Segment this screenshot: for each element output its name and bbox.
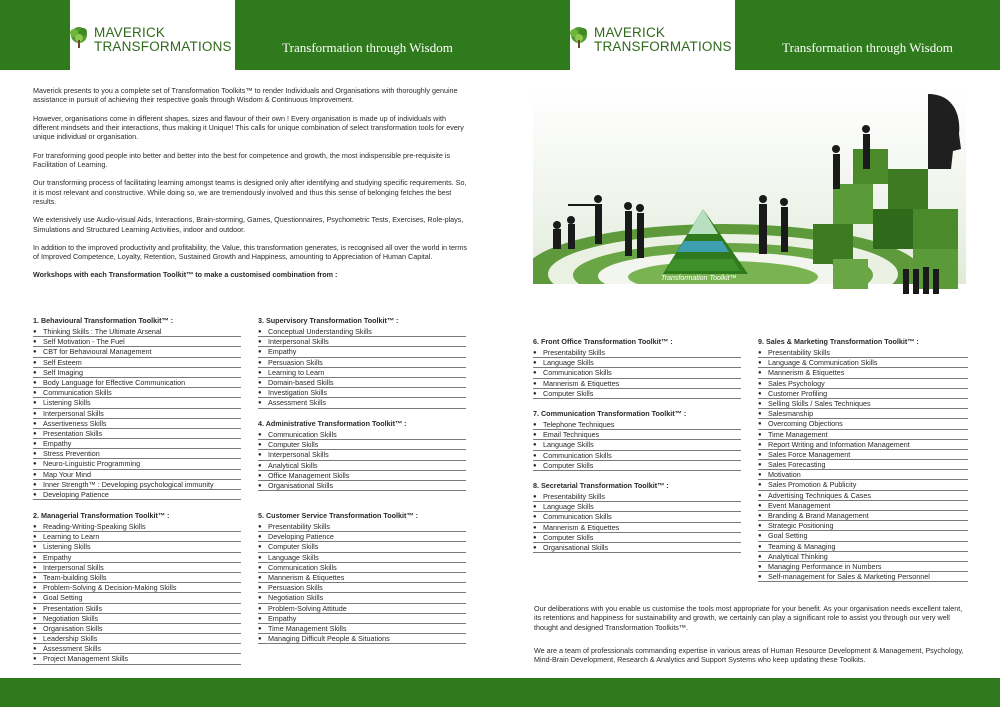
toolkit-item: ● Communication Skills [533,368,741,378]
toolkit-item: ● Time Management [758,430,968,440]
pyramid-label: Transformation Toolkit™ [661,275,737,282]
toolkit-item: ● Persuasion Skills [258,583,466,593]
toolkit-title: 1. Behavioural Transformation Toolkit™ : [33,316,174,325]
tagline: Transformation through Wisdom [782,40,953,55]
toolkit-item: ● Learning to Learn [33,532,241,542]
toolkit-item: ● Managing Difficult People & Situations [258,634,466,644]
toolkit-item: ● Developing Patience [258,532,466,542]
toolkit-item: ● Negotiation Skills [33,614,241,624]
toolkit-title: 3. Supervisory Transformation Toolkit™ : [258,316,399,325]
intro-paragraph: Maverick presents to you a complete set of Transformation Toolkits™ to render Individuals and Organisations with thoroughly genuine assistance in pursuit of achieving their respective goals through Wisdom & Continuous Improvement. [33,86,458,105]
toolkit-item: ● Empathy [33,439,241,449]
toolkit-item: ● Developing Patience [33,490,241,500]
intro-paragraph: Our transforming process of facilitating learning amongst teams is designed only after identifying and studying specific requirements. So, it is most relevant and constructive. While doing so, we are tremendously involved and thus this sense of belonging fetches the best results. [33,178,467,207]
toolkit-item: ● Neuro-Linguistic Programming [33,459,241,469]
toolkit-item: ● Persuasion Skills [258,358,466,368]
toolkit-item: ● Goal Setting [758,531,968,541]
toolkit-item: ● Report Writing and Information Management [758,440,968,450]
header-green-strip [500,0,570,70]
toolkit-item: ● Self Esteem [33,358,241,368]
toolkit-item: ● Presentability Skills [533,348,741,358]
toolkit-item: ● Project Management Skills [33,654,241,664]
toolkit-item: ● Body Language for Effective Communication [33,378,241,388]
toolkit-item: ● Communication Skills [33,388,241,398]
toolkit-item: ● Goal Setting [33,593,241,603]
toolkit-item: ● Mannerism & Etiquettes [258,573,466,583]
header-green-band [735,0,1000,70]
toolkit-item: ● Overcoming Objections [758,419,968,429]
header-left [0,0,500,70]
toolkit-item: ● Computer Skills [533,533,741,543]
toolkit-item: ● Branding & Brand Management [758,511,968,521]
toolkit-item: ● Advertising Techniques & Cases [758,491,968,501]
brand-name [594,26,732,54]
toolkit-title: 6. Front Office Transformation Toolkit™ : [533,337,673,346]
toolkit-item: ● Office Management Skills [258,471,466,481]
toolkit-item: ● Presentability Skills [758,348,968,358]
toolkit-item: ● Strategic Positioning [758,521,968,531]
footer-band [0,678,1000,707]
toolkit-item: ● Computer Skills [533,389,741,399]
toolkit-item: ● Presentation Skills [33,429,241,439]
intro-text [33,86,467,280]
brand-line1: MAVERICK [594,25,666,40]
toolkit-item: ● Mannerism & Etiquettes [533,523,741,533]
toolkit-item: ● Self Motivation - The Fuel [33,337,241,347]
toolkit-item: ● Language Skills [533,502,741,512]
toolkit-item: ● Teaming & Managing [758,542,968,552]
toolkit-item: ● Analytical Skills [258,461,466,471]
toolkit-item: ● Sales Promotion & Publicity [758,480,968,490]
intro-paragraph: However, organisations come in different shapes, sizes and flavour of their own ! Every organisation is made up of individuals with different mindsets and their interactions, thus making it Unique! This calls for unique combination of select transformation tools for every unique individual or organisation. [33,113,464,142]
toolkit-item: ● Language Skills [533,358,741,368]
toolkit-item: ● Customer Profiling [758,389,968,399]
brand-line1: MAVERICK [94,25,166,40]
toolkit-managerial [33,510,241,665]
toolkit-title: 9. Sales & Marketing Transformation Toolkit™ : [758,337,919,346]
toolkit-item: ● Organisational Skills [258,481,466,491]
toolkit-item: ● Leadership Skills [33,634,241,644]
toolkit-item: ● Listening Skills [33,542,241,552]
toolkit-item: ● Empathy [33,553,241,563]
toolkit-item: ● Presentation Skills [33,604,241,614]
toolkit-title: 7. Communication Transformation Toolkit™ : [533,409,687,418]
toolkit-front-office [533,336,741,399]
intro-paragraph: In addition to the improved productivity and profitability, the Value, this transformation generates, is recognised all over the world in terms of Improved Competence, Loyalty, Retention, Sustained Growth and Happiness, amounting to Appreciation of Human Capital. [33,242,467,262]
toolkit-item: ● Managing Performance in Numbers [758,562,968,572]
toolkit-item: ● CBT for Behavioural Management [33,347,241,357]
toolkit-item: ● Assertiveness Skills [33,419,241,429]
toolkit-item: ● Stress Prevention [33,449,241,459]
toolkit-item: ● Team-building Skills [33,573,241,583]
toolkit-item: ● Telephone Techniques [533,420,741,430]
toolkit-item: ● Communication Skills [533,451,741,461]
toolkit-item: ● Empathy [258,614,466,624]
toolkit-item: ● Organisational Skills [533,543,741,553]
toolkit-item: ● Mannerism & Etiquettes [758,368,968,378]
toolkit-item: ● Computer Skills [258,542,466,552]
toolkit-item: ● Sales Forecasting [758,460,968,470]
header-green-band [235,0,500,70]
toolkit-item: ● Negotiation Skills [258,593,466,603]
closing-paragraph-1: Our deliberations with you enable us customise the tools most appropriate for your benefit. As your organisation needs excellent talent, its retentions and happiness for sustainability and growth, we certainly can play a significant role to assist you through our very well thought and designed Transformation Toolkits™. [534,604,963,632]
toolkit-item: ● Self Imaging [33,368,241,378]
toolkit-item: ● Language Skills [258,553,466,563]
toolkit-item: ● Computer Skills [533,461,741,471]
toolkit-item: ● Problem-Solving & Decision-Making Skills [33,583,241,593]
toolkit-item: ● Learning to Learn [258,368,466,378]
toolkit-item: ● Map Your Mind [33,470,241,480]
toolkit-item: ● Domain-based Skills [258,378,466,388]
header-green-strip [0,0,70,70]
closing-paragraph-2: We are a team of professionals commanding expertise in various areas of Human Resource Development & Management, Psychology, Mind-Brain Development, Research & Analytics and Support Systems who keep updating these Toolkits. [534,646,964,665]
toolkit-sales-marketing [758,336,968,582]
toolkit-item: ● Assessment Skills [33,644,241,654]
toolkit-item: ● Organisation Skills [33,624,241,634]
workshops-heading: Workshops with each Transformation Toolkit™ to make a customised combination from : [33,270,338,280]
toolkit-item: ● Conceptual Understanding Skills [258,327,466,337]
toolkit-item: ● Problem-Solving Attitude [258,604,466,614]
tagline: Transformation through Wisdom [282,40,453,55]
toolkit-item: ● Analytical Thinking [758,552,968,562]
toolkit-communication [533,408,741,471]
toolkit-item: ● Time Management Skills [258,624,466,634]
intro-paragraph: For transforming good people into better and better into the best for competence and growth, the most indispensible pre-requisite is Facilitation of Learning. [33,150,451,170]
toolkit-item: ● Assessment Skills [258,398,466,408]
toolkit-supervisory [258,315,466,409]
toolkit-administrative [258,418,466,491]
toolkit-item: ● Thinking Skills : The Ultimate Arsenal [33,327,241,337]
intro-paragraph: We extensively use Audio-visual Aids, Interactions, Brain-storming, Games, Questionnaires, Psychometric Tests, Exercises, Role-plays, Simulations and Structured Learning Activities, indoor and outdoor. [33,215,464,234]
toolkit-secretarial [533,480,741,553]
toolkit-item: ● Sales Force Management [758,450,968,460]
toolkit-item: ● Interpersonal Skills [258,450,466,460]
toolkit-item: ● Communication Skills [258,430,466,440]
toolkit-item: ● Investigation Skills [258,388,466,398]
toolkit-item: ● Reading-Writing-Speaking Skills [33,522,241,532]
toolkit-title: 2. Managerial Transformation Toolkit™ : [33,511,170,520]
toolkit-title: 5. Customer Service Transformation Toolkit™ : [258,511,419,520]
toolkit-item: ● Email Techniques [533,430,741,440]
toolkit-item: ● Interpersonal Skills [258,337,466,347]
toolkit-item: ● Language & Communication Skills [758,358,968,368]
toolkit-title: 8. Secretarial Transformation Toolkit™ : [533,481,669,490]
toolkit-item: ● Event Management [758,501,968,511]
team-illustration [533,89,966,295]
brand-line2: TRANSFORMATIONS [94,39,232,54]
logo [570,0,735,70]
toolkit-item: ● Listening Skills [33,398,241,408]
toolkit-item: ● Sales Psychology [758,379,968,389]
logo [70,0,235,70]
toolkit-item: ● Inner Strength™ : Developing psychological immunity [33,480,241,490]
toolkit-title: 4. Administrative Transformation Toolkit™ : [258,419,407,428]
toolkit-item: ● Communication Skills [258,563,466,573]
toolkit-item: ● Interpersonal Skills [33,409,241,419]
toolkit-item: ● Self-management for Sales & Marketing Personnel [758,572,968,582]
toolkit-item: ● Language Skills [533,440,741,450]
toolkit-item: ● Motivation [758,470,968,480]
toolkit-item: ● Selling Skills / Sales Techniques [758,399,968,409]
toolkit-item: ● Presentability Skills [258,522,466,532]
toolkit-item: ● Mannerism & Etiquettes [533,379,741,389]
toolkit-item: ● Empathy [258,347,466,357]
toolkit-customer-service [258,510,466,644]
brand-line2: TRANSFORMATIONS [594,39,732,54]
toolkit-behavioural [33,315,241,500]
header-right [500,0,1000,70]
toolkit-item: ● Salesmanship [758,409,968,419]
brand-name [94,26,232,54]
toolkit-item: ● Communication Skills [533,512,741,522]
toolkit-item: ● Presentability Skills [533,492,741,502]
toolkit-item: ● Computer Skills [258,440,466,450]
toolkit-item: ● Interpersonal Skills [33,563,241,573]
